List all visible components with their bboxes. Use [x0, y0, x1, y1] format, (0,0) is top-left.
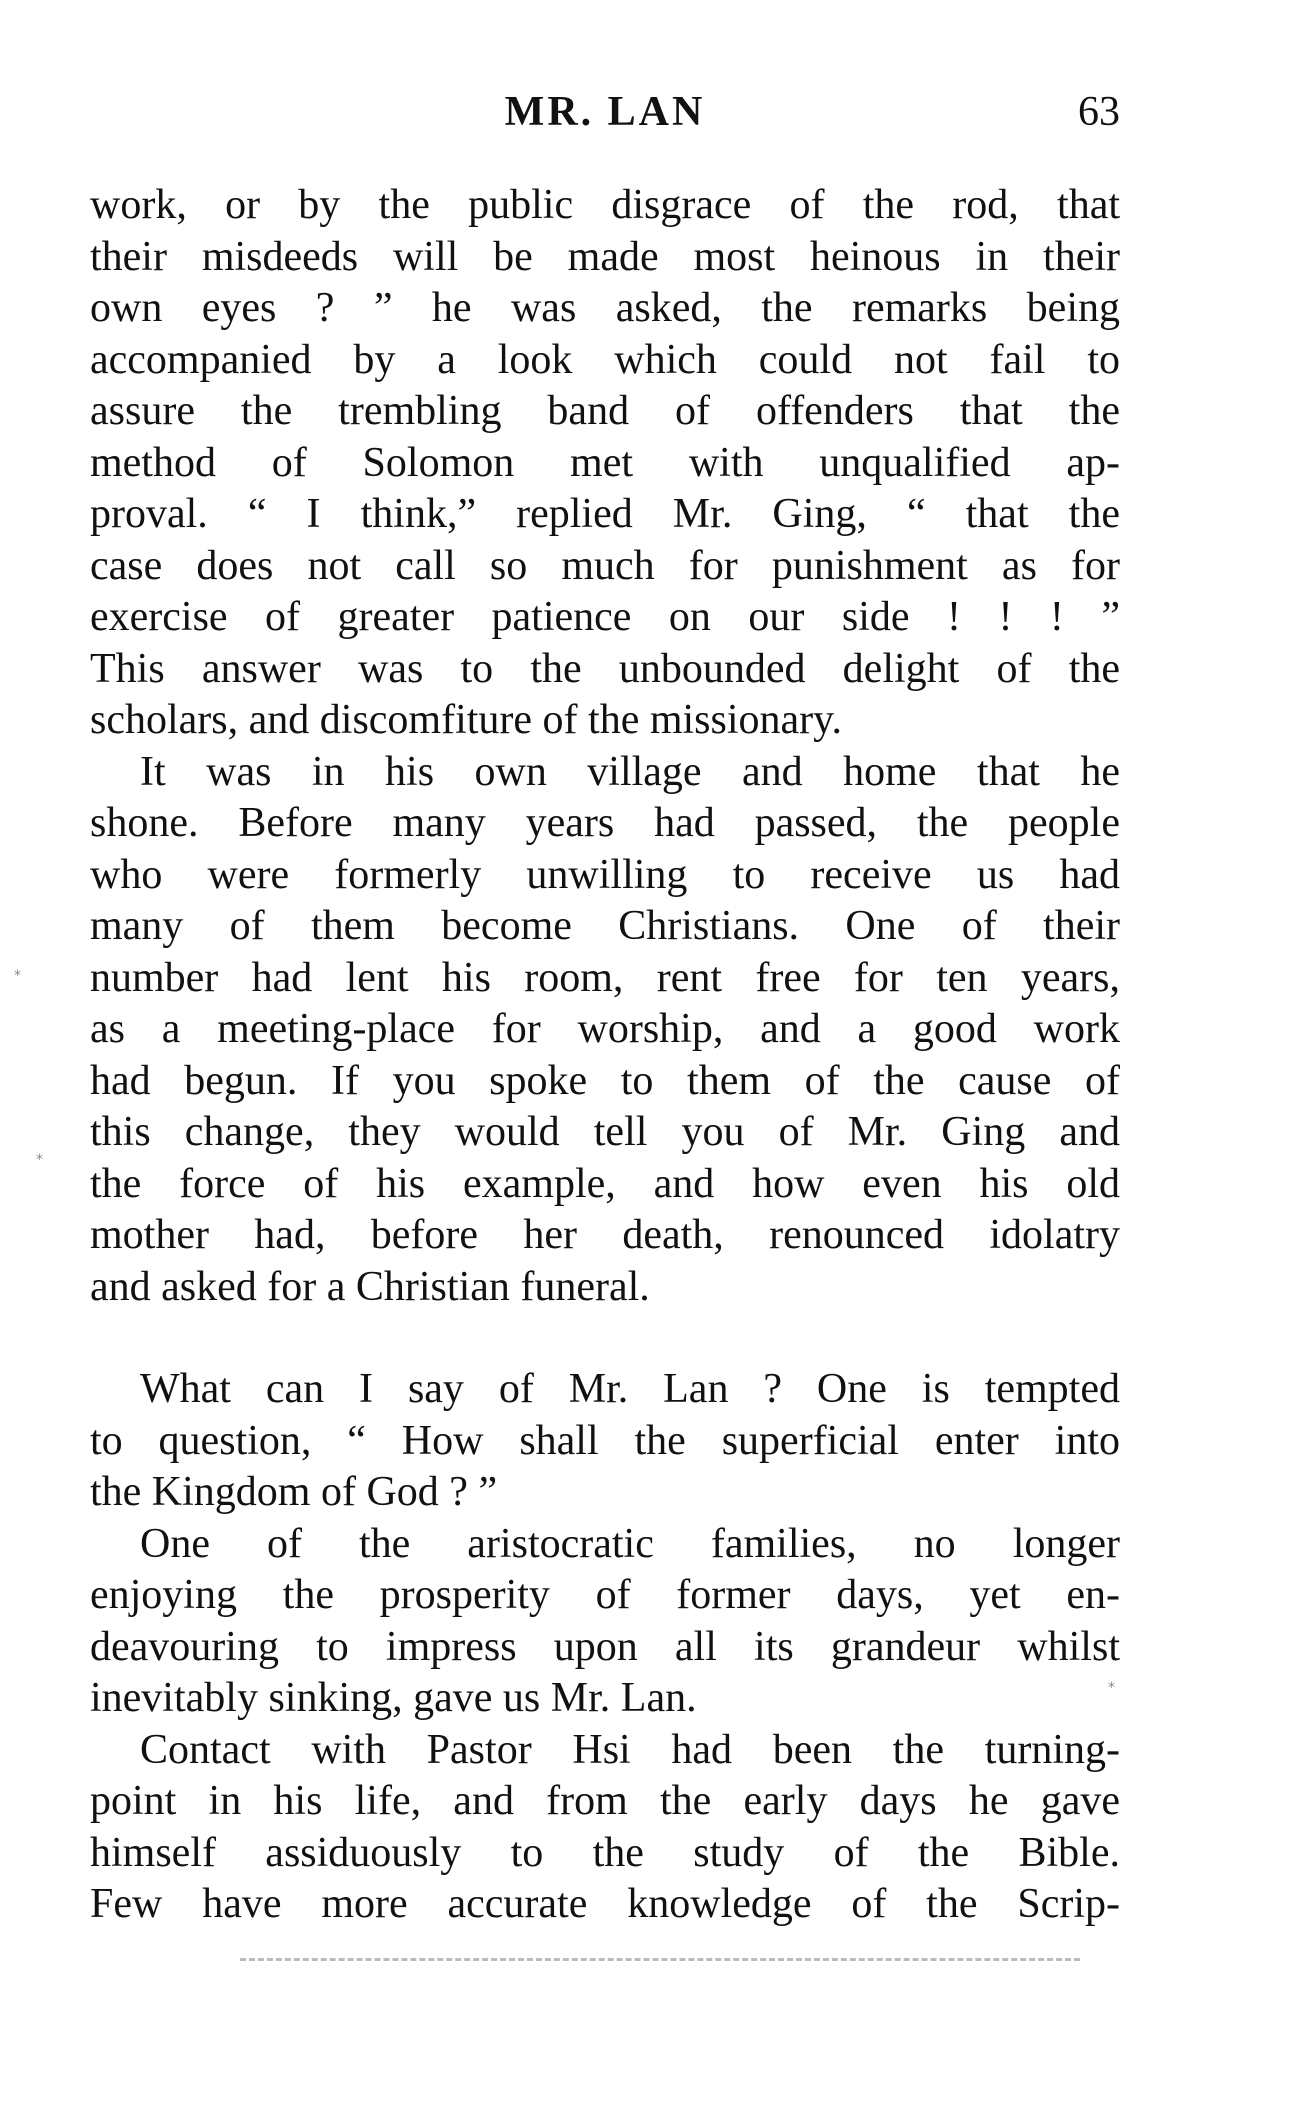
- text-line: shone. Before many years had passed, the people: [90, 800, 1120, 846]
- paragraph-pastor-hsi: [90, 1725, 1120, 1931]
- text-line: case does not call so much for punishment as for: [90, 542, 1120, 589]
- text-line: own eyes ? ” he was asked, the remarks being: [90, 285, 1120, 331]
- section-break: [90, 1313, 1120, 1364]
- paragraph-aristocratic-family: [90, 1519, 1120, 1725]
- bottom-faint-rule: [240, 1958, 1080, 1965]
- text-line: point in his life, and from the early days he gave: [90, 1778, 1120, 1824]
- text-line: number had lent his room, rent free for ten years,: [90, 954, 1120, 1001]
- print-speck: *: [36, 1152, 43, 1168]
- text-line: the Kingdom of God ? ”: [90, 1469, 498, 1515]
- text-line: What can I say of Mr. Lan ? One is tempted: [140, 1366, 1120, 1412]
- text-line: accompanied by a look which could not fail to: [90, 336, 1120, 383]
- text-line: many of them become Christians. One of their: [90, 903, 1120, 949]
- text-line: mother had, before her death, renounced idolatry: [90, 1212, 1120, 1258]
- print-speck: *: [14, 968, 21, 984]
- text-line: who were formerly unwilling to receive us had: [90, 851, 1120, 898]
- text-line: himself assiduously to the study of the Bible.: [90, 1829, 1120, 1876]
- text-line: inevitably sinking, gave us Mr. Lan.: [90, 1675, 697, 1721]
- text-line: their misdeeds will be made most heinous in their: [90, 233, 1120, 280]
- text-line: deavouring to impress upon all its grandeur whilst: [90, 1623, 1120, 1670]
- text-line: as a meeting-place for worship, and a good work: [90, 1006, 1120, 1052]
- text-line: It was in his own village and home that he: [140, 748, 1120, 795]
- text-line: to question, “ How shall the superficial enter into: [90, 1417, 1120, 1464]
- text-line: work, or by the public disgrace of the rod, that: [90, 182, 1120, 228]
- paragraph-mr-lan-intro: [90, 1364, 1120, 1519]
- text-line: This answer was to the unbounded delight of the: [90, 645, 1120, 692]
- print-speck: *: [1108, 1680, 1115, 1696]
- page-number: 63: [1078, 89, 1120, 135]
- paragraph-continuation: [90, 180, 1120, 747]
- text-line: enjoying the prosperity of former days, yet en-: [90, 1572, 1120, 1618]
- text-line: scholars, and discomfiture of the missionary.: [90, 697, 842, 743]
- text-line: and asked for a Christian funeral.: [90, 1263, 650, 1310]
- body-text: [90, 180, 1120, 1931]
- running-title: MR. LAN: [504, 89, 706, 135]
- text-line: exercise of greater patience on our side ! ! ! ”: [90, 594, 1120, 640]
- text-line: method of Solomon met with unqualified ap-: [90, 439, 1120, 486]
- text-line: Few have more accurate knowledge of the Scrip-: [90, 1881, 1120, 1927]
- text-line: had begun. If you spoke to them of the cause of: [90, 1057, 1120, 1104]
- text-line: assure the trembling band of offenders that the: [90, 388, 1120, 434]
- running-head: [90, 88, 1120, 148]
- text-line: this change, they would tell you of Mr. Ging and: [90, 1109, 1120, 1155]
- text-line: proval. “ I think,” replied Mr. Ging, “ that the: [90, 491, 1120, 537]
- paragraph-village: [90, 747, 1120, 1314]
- text-line: the force of his example, and how even his old: [90, 1160, 1120, 1207]
- text-line: Contact with Pastor Hsi had been the turning-: [140, 1726, 1120, 1773]
- text-line: One of the aristocratic families, no longer: [140, 1520, 1120, 1567]
